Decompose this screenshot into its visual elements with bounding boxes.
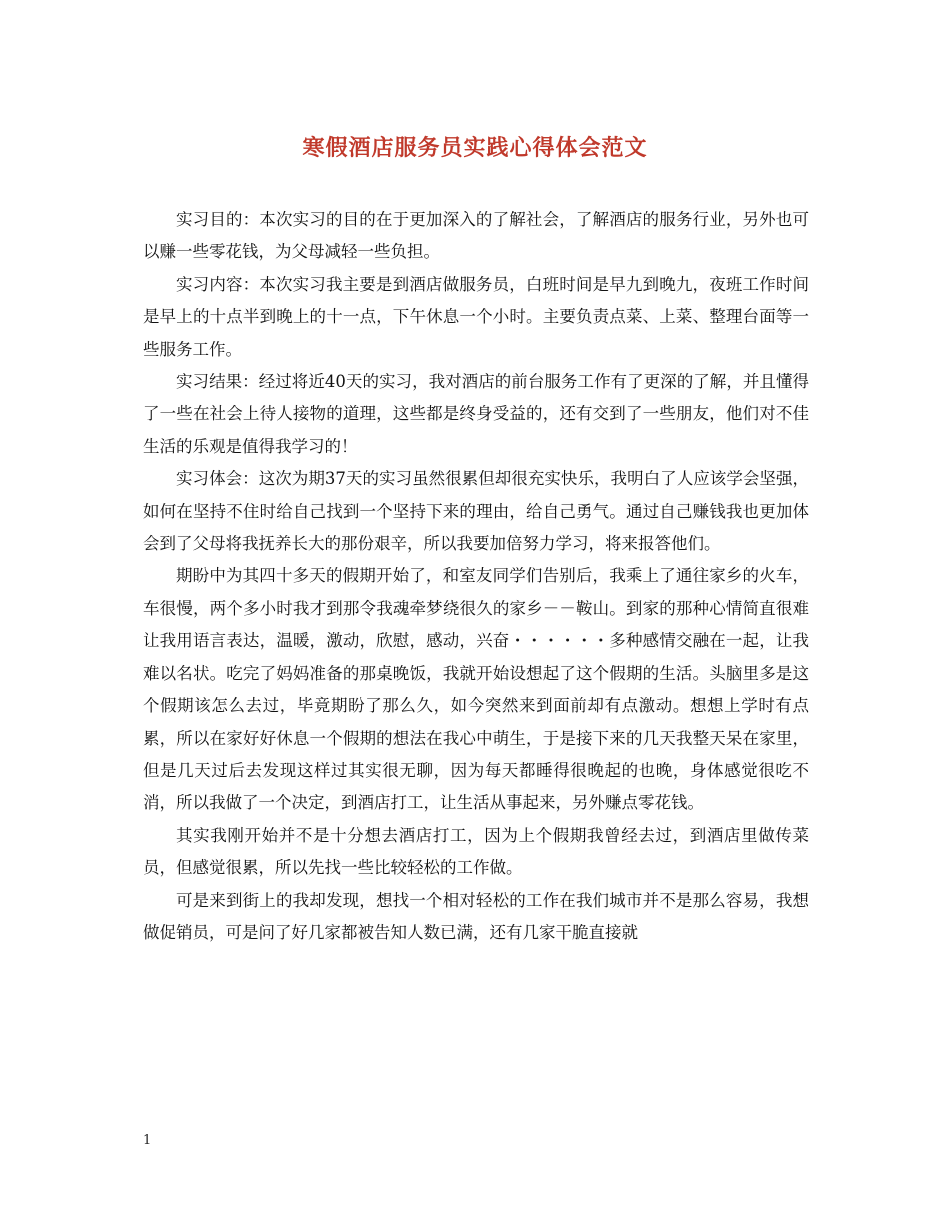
- paragraph-experience: 实习体会：这次为期37天的实习虽然很累但却很充实快乐，我明白了人应该学会坚强，如何在坚持不住时给自己找到一个坚持下来的理由，给自己勇气。通过自己赚钱我也更加体会到了父母将我抚养长大的那份艰辛，所以我要加倍努力学习，将来报答他们。: [143, 469, 809, 554]
- paragraph-job-search: 可是来到街上的我却发现，想找一个相对轻松的工作在我们城市并不是那么容易，我想做促销员，可是问了好几家都被告知人数已满，还有几家干脆直接就: [143, 890, 809, 942]
- document-body: [143, 204, 809, 949]
- paragraph-content: 实习内容：本次实习我主要是到酒店做服务员，白班时间是早九到晚九，夜班工作时间是早上的十点半到晚上的十一点，下午休息一个小时。主要负责点菜、上菜、整理台面等一些服务工作。: [143, 274, 809, 359]
- paragraph-holiday: 期盼中为其四十多天的假期开始了，和室友同学们告别后，我乘上了通往家乡的火车，车很慢，两个多小时我才到那令我魂牵梦绕很久的家乡－－鞍山。到家的那种心情简直很难让我用语言表达，温暖，激动，欣慰，感动，兴奋・・・・・・多种感情交融在一起，让我难以名状。吃完了妈妈准备的那桌晚饭，我就开始设想起了这个假期的生活。头脑里多是这个假期该怎么去过，毕竟期盼了那么久，如今突然来到面前却有点激动。想想上学时有点累，所以在家好好休息一个假期的想法在我心中萌生，于是接下来的几天我整天呆在家里，但是几天过后去发现这样过其实很无聊，因为每天都睡得很晚起的也晚，身体感觉很吃不消，所以我做了一个决定，到酒店打工，让生活从事起来，另外赚点零花钱。: [143, 566, 809, 813]
- paragraph-result: 实习结果：经过将近40天的实习，我对酒店的前台服务工作有了更深的了解，并且懂得了一些在社会上待人接物的道理，这些都是终身受益的，还有交到了一些朋友，他们对不佳生活的乐观是值得我学习的！: [143, 372, 809, 456]
- paragraph-purpose: 实习目的：本次实习的目的在于更加深入的了解社会，了解酒店的服务行业，另外也可以赚一些零花钱，为父母减轻一些负担。: [143, 210, 809, 262]
- paragraph-hotel-job: 其实我刚开始并不是十分想去酒店打工，因为上个假期我曾经去过，到酒店里做传菜员，但感觉很累，所以先找一些比较轻松的工作做。: [143, 825, 809, 878]
- page-number: 1: [143, 1133, 152, 1148]
- document-title: 寒假酒店服务员实践心得体会范文: [302, 135, 648, 161]
